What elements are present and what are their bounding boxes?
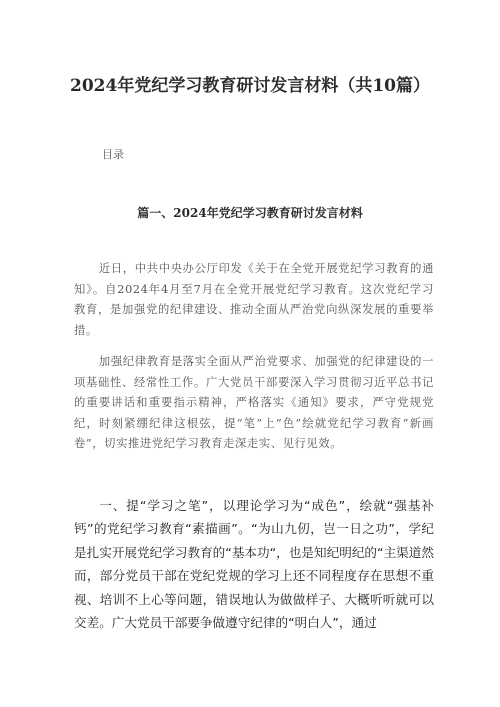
- section-heading: 篇一、2024年党纪学习教育研讨发言材料: [137, 206, 363, 220]
- document-title: 2024年党纪学习教育研讨发言材料（共10篇）: [70, 76, 430, 96]
- body-paragraph-3: 一、提“学习之笔”，以理论学习为“成色”，绘就“强基补钙”的党纪学习教育“素描画”。“为山九仞，岂一日之功”，学纪是扎实开展党纪学习教育的“基本功“，也是知纪明纪的“主渠道然而，部分党员干部在党纪党规的学习上还不同程度存在思想不重视、培训不上心等问题，错误地认为做做样子、大概听听就可以交差。广大党员干部要争做遵守纪律的“明白人”，通过: [74, 498, 434, 631]
- table-of-contents-label: 目录: [102, 148, 124, 161]
- body-paragraph-2: 加强纪律教育是落实全面从严治党要求、加强党的纪律建设的一项基础性、经常性工作。广大党员干部要深入学习贯彻习近平总书记的重要讲话和重要指示精神，严格落实《通知》要求，严守党规党纪，时刻紧绷纪律这根弦，提“笔”上“色”绘就党纪学习教育“新画卷”，切实推进党纪学习教育走深走实、见行见效。: [74, 355, 434, 451]
- body-paragraph-1: 近日，中共中央办公厅印发《关于在全党开展党纪学习教育的通知》。自2024年4月至7月在全党开展党纪学习教育。这次党纪学习教育，是加强党的纪律建设、推动全面从严治党向纵深发展的重要举措。: [74, 262, 434, 337]
